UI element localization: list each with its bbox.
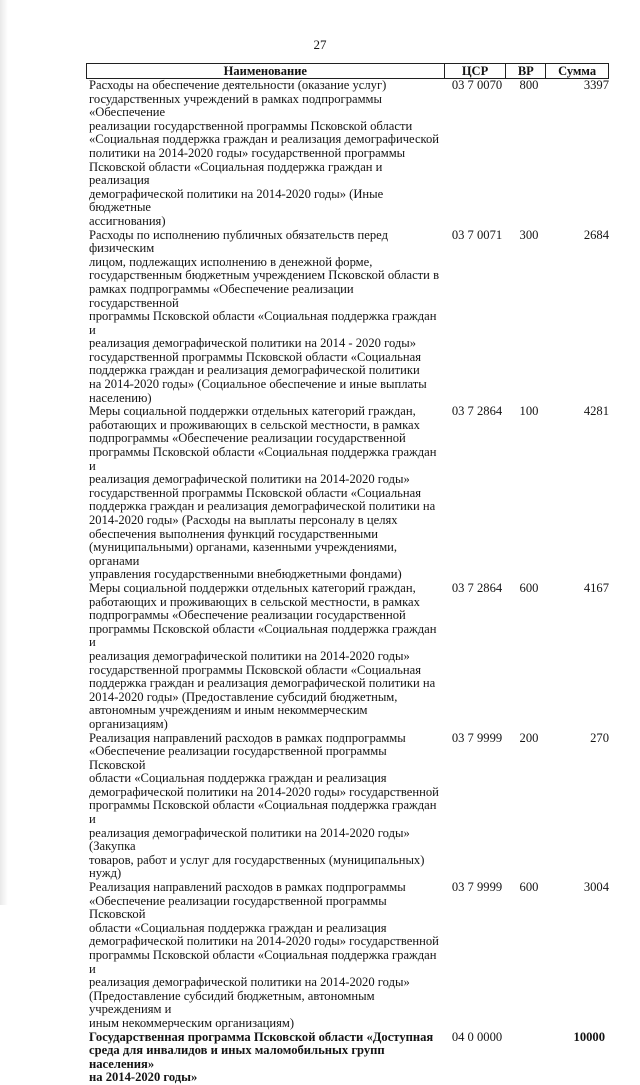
row-name-line: программы Псковской области «Социальная поддержка граждан и (89, 309, 437, 337)
table-row (86, 405, 609, 582)
row-name (86, 582, 444, 732)
row-name-line: демографической политики на 2014-2020 годы» (Иные бюджетные (89, 186, 384, 215)
row-name-line: государственных учреждений в рамках подпрограммы «Обеспечение (89, 91, 382, 120)
row-name (86, 732, 444, 882)
table-header (86, 63, 609, 79)
row-csr: 04 0 0000 (451, 1029, 503, 1044)
row-name-line: демографической политики на 2014-2020 годы» государственной (89, 784, 439, 799)
row-name-line: 2014-2020 годы» (Расходы на выплаты персоналу в целях (89, 513, 398, 527)
row-sum: 10000 (573, 1029, 605, 1044)
row-name-line: управления государственными внебюджетными фондами) (89, 567, 402, 582)
table-body (86, 79, 609, 1085)
table-row (86, 1031, 609, 1085)
row-name-line: области «Социальная поддержка граждан и реализация (89, 771, 387, 786)
row-name-line: программы Псковской области «Социальная поддержка граждан и (89, 621, 437, 650)
row-name-line: «Обеспечение реализации государственной программы Псковской (89, 744, 387, 772)
row-name-line: Меры социальной поддержки отдельных категорий граждан, (89, 404, 416, 419)
row-name-line: автономным учреждениям и иным некоммерческим организациям) (89, 703, 368, 731)
row-name-line: работающих и проживающих в сельской местности, в рамках (89, 417, 420, 432)
row-name-line: «Обеспечение реализации государственной программы Псковской (89, 893, 387, 922)
row-vr (506, 1031, 546, 1085)
row-sum: 2684 (583, 227, 609, 242)
table-row (86, 732, 609, 882)
row-name-line: среда для инвалидов и иных маломобильных групп населения» (89, 1043, 385, 1071)
page-number: 27 (313, 37, 327, 52)
row-csr: 03 7 2864 (451, 580, 503, 595)
row-name-line: Меры социальной поддержки отдельных категорий граждан, (89, 580, 416, 595)
row-name (86, 881, 444, 1031)
row-name-line: поддержка граждан и реализация демографической политики (89, 363, 420, 378)
row-name (86, 405, 444, 582)
row-name-line: реализация демографической политики на 2014-2020 годы» (Закупка (89, 825, 410, 854)
row-name-line: Расходы на обеспечение деятельности (оказание услуг) (89, 78, 387, 92)
row-name-line: рамках подпрограммы «Обеспечение реализации государственной (89, 281, 354, 310)
row-sum: 4167 (583, 580, 609, 595)
row-name (86, 79, 444, 229)
row-name-line: ассигнования) (89, 213, 166, 228)
row-csr: 03 7 0071 (451, 227, 503, 242)
row-csr: 03 7 9999 (451, 730, 503, 745)
budget-table (86, 63, 609, 1085)
header-csr: ЦСР (444, 64, 506, 78)
row-name-line: реализации государственной программы Псковской области (89, 118, 413, 133)
row-name-line: лицом, подлежащих исполнению в денежной форме, (89, 254, 373, 269)
row-name-line: подпрограммы «Обеспечение реализации государственной (89, 431, 406, 446)
row-name-line: государственным бюджетным учреждением Псковской области в (89, 268, 440, 283)
row-name-line: (муниципальными) органами, казенными учреждениями, органами (89, 540, 398, 568)
row-name-line: поддержка граждан и реализация демографической политики на (89, 499, 436, 514)
row-name-line: Расходы по исполнению публичных обязательств перед физическим (89, 227, 388, 256)
row-name-line: работающих и проживающих в сельской местности, в рамках (89, 594, 420, 609)
row-name-line: государственной программы Псковской области «Социальная (89, 662, 421, 677)
row-sum: 4281 (583, 404, 609, 419)
row-csr: 03 7 2864 (451, 404, 503, 419)
row-name-line: Государственная программа Псковской области «Доступная (89, 1029, 434, 1044)
table-row (86, 881, 609, 1031)
row-name (86, 1031, 444, 1085)
row-name-line: программы Псковской области «Социальная поддержка граждан и (89, 798, 437, 827)
scan-edge-shadow (0, 0, 8, 905)
row-vr: 300 (519, 227, 539, 242)
row-name-line: реализация демографической политики на 2014-2020 годы» (89, 648, 410, 663)
row-name-line: иным некоммерческим организациям) (89, 1015, 295, 1030)
row-name-line: «Социальная поддержка граждан и реализация демографической (89, 132, 440, 147)
header-sum: Сумма (545, 64, 608, 78)
row-name-line: политики на 2014-2020 годы» государственной программы (89, 145, 406, 160)
row-name-line: программы Псковской области «Социальная поддержка граждан и (89, 948, 437, 976)
table-row (86, 582, 609, 732)
row-name-line: 2014-2020 годы» (Предоставление субсидий бюджетным, (89, 689, 398, 704)
row-name-line: товаров, работ и услуг для государственных (муниципальных) нужд) (89, 852, 425, 881)
row-name-line: реализация демографической политики на 2014-2020 годы» (89, 472, 410, 487)
row-name-line: на 2014-2020 годы» (Социальное обеспечение и иные выплаты (89, 377, 427, 392)
table-row (86, 229, 609, 406)
row-name-line: государственной программы Псковской области «Социальная (89, 485, 421, 500)
row-csr: 03 7 0070 (451, 78, 503, 92)
row-name-line: Реализация направлений расходов в рамках подпрограммы (89, 880, 406, 895)
row-name-line: поддержка граждан и реализация демографической политики на (89, 676, 436, 691)
row-name-line: (Предоставление субсидий бюджетным, автономным учреждениям и (89, 988, 375, 1017)
row-vr: 600 (519, 880, 539, 895)
row-vr: 100 (519, 404, 539, 419)
row-sum: 270 (590, 730, 609, 745)
header-vr: ВР (505, 64, 545, 78)
row-name-line: Реализация направлений расходов в рамках подпрограммы (89, 730, 406, 745)
row-sum: 3397 (583, 78, 609, 92)
row-name-line: реализация демографической политики на 2014-2020 годы» (89, 975, 410, 990)
row-name-line: реализация демографической политики на 2014 - 2020 годы» (89, 336, 417, 351)
row-name-line: Псковской области «Социальная поддержка граждан и реализация (89, 159, 383, 188)
row-name-line: населению) (89, 390, 152, 405)
row-name-line: демографической политики на 2014-2020 годы» государственной (89, 934, 439, 949)
row-name-line: подпрограммы «Обеспечение реализации государственной (89, 608, 406, 623)
row-sum: 3004 (583, 880, 609, 895)
table-row (86, 79, 609, 229)
row-vr: 200 (519, 730, 539, 745)
row-csr: 03 7 9999 (451, 880, 503, 895)
row-name-line: государственной программы Псковской области «Социальная (89, 349, 421, 364)
header-name: Наименование (223, 64, 307, 78)
row-name-line: области «Социальная поддержка граждан и реализация (89, 920, 387, 935)
row-vr: 600 (519, 580, 539, 595)
row-vr: 800 (519, 78, 539, 92)
row-name-line: обеспечения выполнения функций государственными (89, 526, 378, 541)
row-name-line: на 2014-2020 годы» (89, 1070, 198, 1085)
row-name-line: программы Псковской области «Социальная поддержка граждан и (89, 445, 437, 473)
row-name (86, 229, 444, 406)
